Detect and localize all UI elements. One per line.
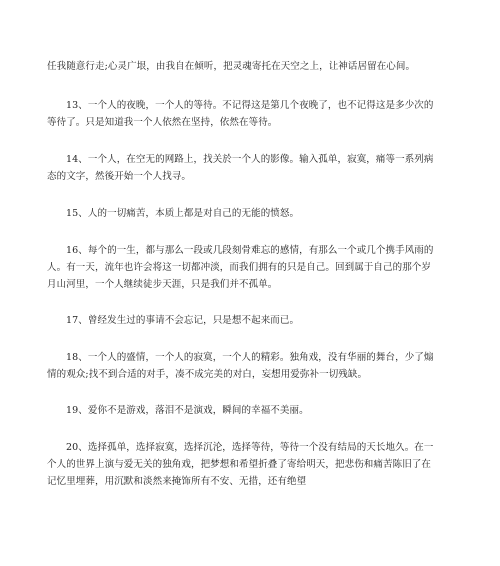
paragraph-15: 15、人的一切痛苦，本质上都是对自己的无能的愤怒。 [66,208,300,219]
paragraph-14: 14、一个人，在空无的网路上，找关於一个人的影像。输入孤单，寂寞，痛等一系列病态的文字，然後开始一个人找寻。 [47,154,434,182]
paragraph-16: 16、每个的一生，都与那么一段或几段刻骨难忘的感情，有那么一个或几个携手风雨的人。有一天，流年也许会将这一切都冲淡，而我们拥有的只是自己。回到属于自己的那个岁月山河里，一个人继续徒步天涯，只是我们并不孤单。 [47,245,434,290]
paragraph-17: 17、曾经发生过的事请不会忘记，只是想不起来而已。 [66,315,300,326]
paragraph-19: 19、爱你不是游戏，落泪不是演戏，瞬间的幸福不美丽。 [66,405,309,416]
paragraph-12-tail: 任我随意行走;心灵广垠，由我自在倾听，把灵魂寄托在天空之上，让神话居留在心间。 [47,61,416,72]
paragraph-13: 13、一个人的夜晚，一个人的等待。不记得这是第几个夜晚了，也不记得这是多少次的等待了。只是知道我一个人依然在坚持，依然在等待。 [47,100,434,128]
paragraph-18: 18、一个人的盛情，一个人的寂寞，一个人的精彩。独角戏，没有华丽的舞台，少了煽情的观众;找不到合适的对手，凑不成完美的对白，妄想用爱弥补一切残缺。 [47,352,434,380]
paragraph-20: 20、选择孤单，选择寂寞，选择沉沦，选择等待，等待一个没有结局的天长地久。在一个人的世界上演与爱无关的独角戏，把梦想和希望折叠了寄给明天，把悲伤和痛苦陈旧了在记忆里埋葬，用沉默和淡然来掩饰所有不安、无措，还有绝望 [47,442,434,487]
